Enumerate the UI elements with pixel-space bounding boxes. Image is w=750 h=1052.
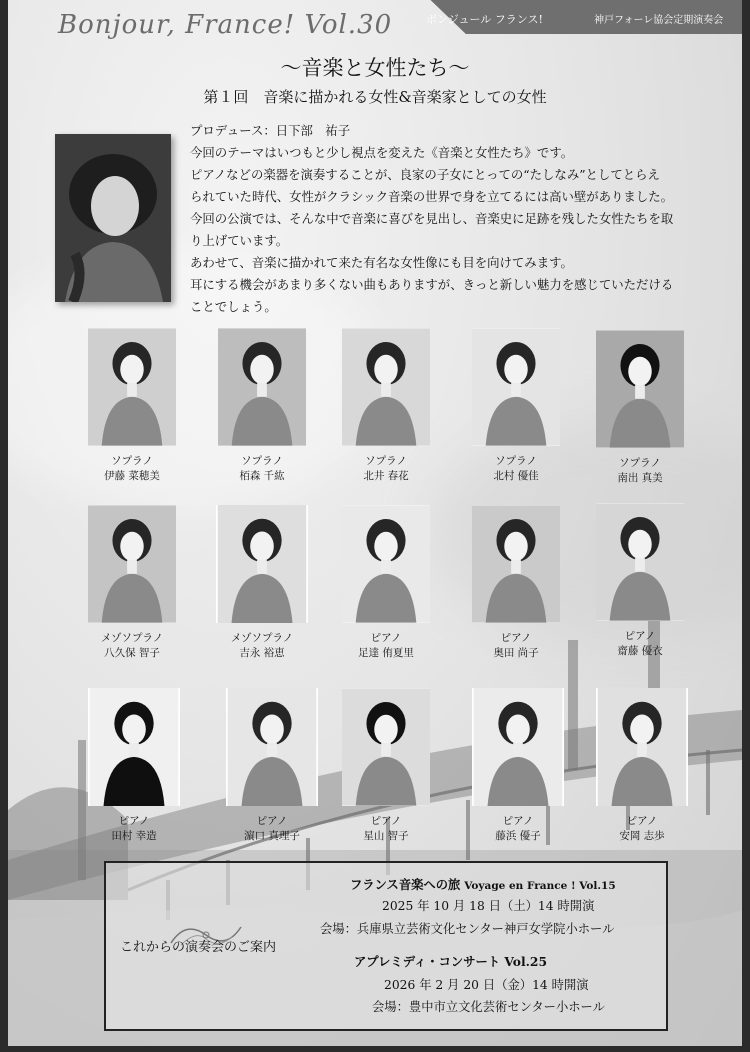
performer-name: 濵口 真理子 (244, 830, 300, 842)
performer-role: ソプラノ (619, 457, 661, 469)
performer-name: 田村 幸造 (111, 830, 157, 842)
concert-subtitle: 第１回 音楽に描かれる女性&音楽家としての女性 (203, 88, 547, 106)
performer-role: ソプラノ (365, 455, 407, 467)
performer-photo (596, 330, 684, 448)
intro-line: ピアノなどの楽器を演奏することが、良家の子女にとっての“たしなみ”としてとらえ (190, 167, 660, 182)
producer-portrait (55, 134, 171, 302)
performer-card (88, 328, 176, 484)
performer-photo (88, 505, 176, 623)
performer-photo (342, 505, 430, 623)
performer-card (596, 688, 688, 844)
performer-name: 安岡 志歩 (619, 830, 665, 842)
intro-line: 今回の公演では、そんな中で音楽に喜びを見出し、音楽史に足跡を残した女性たちを取 (190, 211, 674, 226)
performer-card (226, 688, 318, 844)
intro-line: ことでしょう。 (190, 299, 277, 314)
performer-card (88, 505, 176, 661)
introduction-text (190, 120, 700, 318)
intro-line: 今回のテーマはいつもと少し視点を変えた《音楽と女性たち》です。 (190, 145, 574, 160)
concert-title: 〜音楽と女性たち〜 (280, 56, 470, 80)
performer-name: 吉永 裕恵 (239, 647, 285, 659)
concert2-date: 2026 年 2 月 20 日（金）14 時開演 (384, 978, 589, 992)
performer-name: 八久保 智子 (104, 647, 160, 659)
intro-line: 耳にする機会があまり多くない曲もありますが、きっと新しい魅力を感じていただける (190, 277, 674, 292)
performer-name: 栢森 千紘 (239, 470, 285, 482)
performer-role: ソプラノ (495, 455, 537, 467)
performer-photo (226, 688, 318, 806)
performer-card (216, 505, 308, 661)
intro-line: られていた時代、女性がクラシック音楽の世界で身を立てるには高い壁がありました。 (190, 189, 673, 204)
flyer-page (8, 0, 742, 1046)
performer-name: 藤浜 優子 (495, 830, 541, 842)
upcoming-concerts-box (104, 861, 668, 1031)
concert1-title-line (350, 875, 616, 893)
performer-role: ピアノ (624, 630, 656, 642)
performer-photo (88, 328, 176, 446)
performer-card (596, 503, 684, 659)
producer-credit: プロデュース：日下部 祐子 (190, 123, 351, 138)
performer-card (596, 330, 684, 486)
performer-name: 北村 優佳 (493, 470, 539, 482)
performer-name: 奥田 尚子 (493, 647, 539, 659)
performer-role: ピアノ (256, 815, 288, 827)
performer-photo (472, 688, 564, 806)
performer-role: メゾソプラノ (230, 632, 294, 644)
concert1-title-en: Voyage en France ! Vol.15 (464, 880, 616, 892)
performer-photo (472, 328, 560, 446)
performer-role: ソプラノ (111, 455, 153, 467)
performer-photo (472, 505, 560, 623)
series-logo: Bonjour, France! Vol.30 (58, 10, 393, 40)
performer-role: ピアノ (370, 632, 402, 644)
performer-photo (342, 688, 430, 806)
performer-role: ピアノ (118, 815, 150, 827)
performer-name: 齋藤 優衣 (617, 645, 663, 657)
concert2-title: アプレミディ・コンサート Vol.25 (354, 954, 548, 969)
performer-role: メゾソプラノ (100, 632, 164, 644)
performer-card (472, 505, 560, 661)
performer-photo (88, 688, 180, 806)
performer-name: 足達 侑夏里 (358, 647, 414, 659)
performer-card (342, 505, 430, 661)
performer-name: 伊藤 菜穂美 (104, 470, 160, 482)
concert1-venue: 会場：兵庫県立芸術文化センター神戸女学院小ホール (320, 922, 615, 936)
performer-photo (596, 688, 688, 806)
performer-card (472, 688, 564, 844)
performer-name: 北井 春花 (363, 470, 409, 482)
intro-line: り上げています。 (190, 233, 289, 248)
performer-role: ソプラノ (241, 455, 283, 467)
performer-role: ピアノ (626, 815, 658, 827)
performer-card (88, 688, 180, 844)
performer-card (342, 688, 430, 844)
performer-card (218, 328, 306, 484)
performer-card (342, 328, 430, 484)
upcoming-concerts-label: これからの演奏会のご案内 (120, 940, 277, 955)
performer-card (472, 328, 560, 484)
performer-photo (342, 328, 430, 446)
concert1-date: 2025 年 10 月 18 日（土）14 時開演 (382, 899, 595, 913)
performer-role: ピアノ (500, 632, 532, 644)
intro-line: あわせて、音楽に描かれて来た有名な女性像にも目を向けてみます。 (190, 255, 573, 270)
performer-name: 星山 智子 (363, 830, 409, 842)
performer-photo (216, 505, 308, 623)
performer-photo (596, 503, 684, 621)
performer-role: ピアノ (502, 815, 534, 827)
header-band-right-text: 神戸フォーレ協会定期演奏会 (594, 15, 724, 26)
concert1-title: フランス音楽への旅 (350, 877, 461, 892)
concert2-venue: 会場：豊中市立文化芸術センター小ホール (372, 1000, 605, 1014)
header-band-left-text: ボンジュール フランス! (426, 13, 543, 26)
performer-name: 南出 真美 (617, 472, 663, 484)
performer-photo (218, 328, 306, 446)
performer-role: ピアノ (370, 815, 402, 827)
